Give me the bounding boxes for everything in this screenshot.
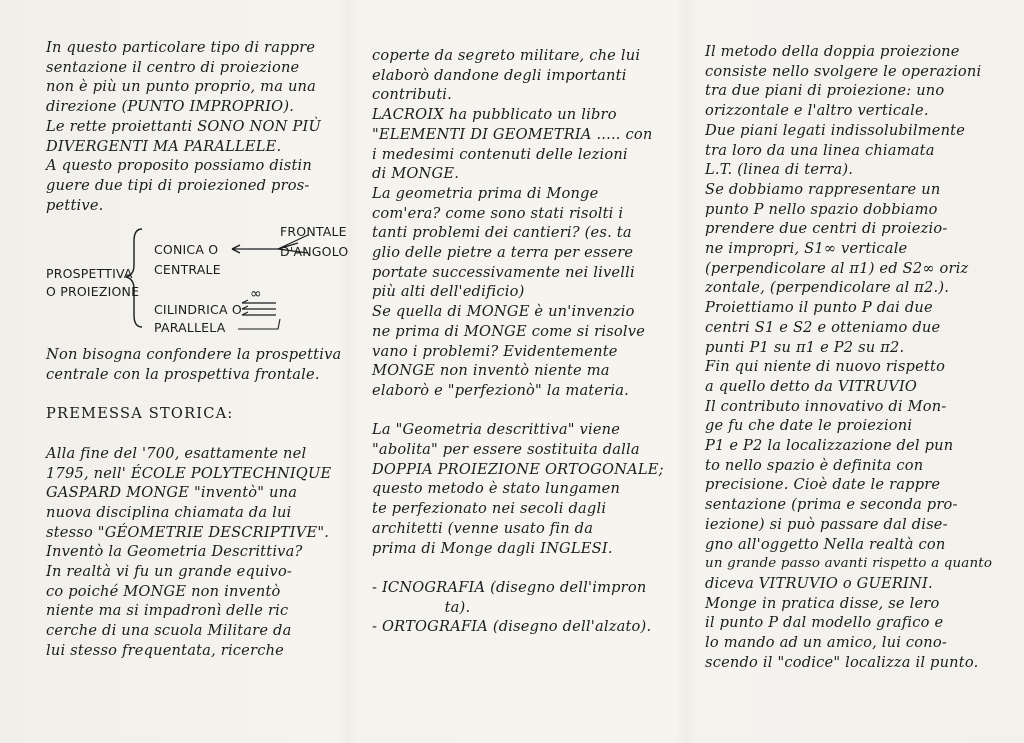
text-line: a quello detto da VITRUVIO	[705, 377, 918, 395]
text-line: co poiché MONGE non inventò	[46, 582, 281, 600]
text-line: Fin qui niente di nuovo rispetto	[705, 358, 946, 376]
text-line: centri S1 e S2 e otteniamo due	[705, 318, 941, 336]
text-line: il punto P dal modello grafico e	[705, 614, 944, 632]
text-line: stesso "GÉOMETRIE DESCRIPTIVE".	[46, 523, 330, 541]
centrale-label: CENTRALE	[154, 262, 221, 278]
proiezione-label: O PROIEZIONE	[46, 284, 140, 300]
text-line: questo metodo è stato lungamen	[372, 480, 621, 498]
text-line: Se quella di MONGE è un'invenzio	[372, 303, 635, 321]
text-line: glio delle pietre a terra per essere	[372, 244, 634, 262]
text-line: te perfezionato nei secoli dagli	[372, 500, 607, 518]
text-line: sentazione il centro di proiezione	[46, 58, 300, 76]
text-line: orizzontale e l'altro verticale.	[705, 102, 929, 120]
text-line: Inventò la Geometria Descrittiva?	[46, 543, 303, 561]
text-line: guere due tipi di proiezioned pros-	[46, 176, 310, 194]
text-line: Il contributo innovativo di Mon-	[705, 397, 947, 415]
text-line: un grande passo avanti rispetto a quanto	[705, 556, 993, 572]
column-middle	[372, 46, 682, 637]
text-line: prendere due centri di proiezio-	[705, 220, 948, 238]
column-left	[46, 38, 349, 661]
text-line: ne impropri, S1∞ verticale	[705, 240, 908, 258]
conica-label: CONICA O	[154, 242, 219, 258]
parallela-label: PARALLELA	[154, 320, 226, 336]
text-line: centrale con la prospettiva frontale.	[46, 366, 320, 384]
text-line: punto P nello spazio dobbiamo	[705, 200, 938, 218]
text-line: Non bisogna confondere la prospettiva	[46, 346, 342, 364]
column-right	[705, 42, 1005, 673]
text-line: Il metodo della doppia proiezione	[705, 43, 960, 60]
text-line: direzione (PUNTO IMPROPRIO).	[46, 98, 295, 116]
text-line: Proiettiamo il punto P dai due	[705, 299, 933, 317]
text-line: 1795, nell' ÉCOLE POLYTECHNIQUE	[46, 464, 332, 482]
text-line: scendo il "codice" localizza il punto.	[705, 653, 979, 671]
text-line: cerche di una scuola Militare da	[46, 622, 292, 640]
text-line: LACROIX ha pubblicato un libro	[372, 106, 617, 124]
text-line: La geometria prima di Monge	[372, 184, 599, 202]
text-line: In questo particolare tipo di rappre	[46, 39, 316, 56]
text-line: Se dobbiamo rappresentare un	[705, 180, 941, 198]
text-line: tanti problemi dei cantieri? (es. ta	[372, 224, 632, 242]
text-line: tra loro da una linea chiamata	[705, 141, 935, 159]
text-line: iezione) si può passare dal dise-	[705, 515, 948, 533]
text-line: i medesimi contenuti delle lezioni	[372, 145, 628, 163]
text-line: Due piani legati indissolubilmente	[705, 121, 966, 139]
infinity-symbol: ∞	[250, 286, 262, 303]
text-line: P1 e P2 la localizzazione del pun	[705, 437, 954, 455]
frontale-label: FRONTALE	[280, 224, 347, 240]
text-line: Monge in pratica disse, se lero	[705, 594, 940, 612]
text-line: to nello spazio è definita con	[705, 456, 924, 474]
text-line: vano i problemi? Evidentemente	[372, 342, 618, 360]
text-line: ge fu che date le proiezioni	[705, 417, 913, 435]
text-line: La "Geometria descrittiva" viene	[372, 421, 621, 439]
text-line: Le rette proiettanti SONO NON PIÙ	[46, 117, 321, 135]
text-line: diceva VITRUVIO o GUERINI.	[705, 574, 933, 592]
angolo-label: D'ANGOLO	[280, 244, 349, 260]
text-line: coperte da segreto militare, che lui	[372, 47, 641, 64]
text-line: L.T. (linea di terra).	[705, 161, 854, 179]
text-line: gno all'oggetto Nella realtà con	[705, 535, 946, 553]
text-line: prima di Monge dagli INGLESI.	[372, 539, 613, 557]
text-line: pettive.	[46, 196, 104, 214]
text-line: GASPARD MONGE "inventò" una	[46, 484, 298, 502]
text-line: lui stesso frequentata, ricerche	[46, 641, 285, 659]
text-line: elaborò e "perfezionò" la materia.	[372, 381, 630, 399]
text-line: "ELEMENTI DI GEOMETRIA ..... con	[372, 125, 653, 143]
text-line: zontale, (perpendicolare al π2.).	[705, 279, 950, 297]
text-line: com'era? come sono stati risolti i	[372, 204, 624, 222]
text-line: punti P1 su π1 e P2 su π2.	[705, 338, 905, 356]
text-line: lo mando ad un amico, lui cono-	[705, 634, 948, 652]
text-line: nuova disciplina chiamata da lui	[46, 503, 292, 521]
text-line: In realtà vi fu un grande equivo-	[46, 563, 293, 581]
projection-types-diagram	[46, 223, 349, 336]
text-line: consiste nello svolgere le operazioni	[705, 62, 982, 80]
text-line: elaborò dandone degli importanti	[372, 66, 627, 84]
text-line: ne prima di MONGE come si risolve	[372, 322, 646, 340]
list-item: - ORTOGRAFIA (disegno dell'alzato).	[372, 618, 652, 636]
text-line: Alla fine del '700, esattamente nel	[46, 444, 307, 462]
text-line: di MONGE.	[372, 165, 460, 183]
cilindrica-label: CILINDRICA O	[154, 302, 242, 318]
text-line: precisione. Cioè date le rappre	[705, 476, 941, 494]
section-heading: PREMESSA STORICA:	[46, 405, 234, 423]
list-item: - ICNOGRAFIA (disegno dell'impron	[372, 578, 647, 596]
text-line: "abolita" per essere sostituita dalla	[372, 441, 640, 459]
text-line: niente ma si impadronì delle ric	[46, 602, 289, 620]
text-line: A questo proposito possiamo distin	[46, 157, 312, 175]
text-line: non è più un punto proprio, ma una	[46, 78, 317, 96]
prospettiva-label: PROSPETTIVA	[46, 266, 133, 282]
text-line: (perpendicolare al π1) ed S2∞ oriz	[705, 259, 969, 277]
text-line: contributi.	[372, 86, 452, 104]
list-item-continuation: ta).	[372, 598, 471, 616]
text-line: tra due piani di proiezione: uno	[705, 82, 945, 100]
text-line: portate successivamente nei livelli	[372, 263, 635, 281]
text-line: architetti (venne usato fin da	[372, 519, 594, 537]
text-line: DIVERGENTI MA PARALLELE.	[46, 137, 282, 155]
text-line: più alti dell'edificio)	[372, 283, 525, 301]
text-line: sentazione (prima e seconda pro-	[705, 496, 958, 514]
text-line: DOPPIA PROIEZIONE ORTOGONALE;	[372, 460, 664, 478]
text-line: MONGE non inventò niente ma	[372, 362, 610, 380]
